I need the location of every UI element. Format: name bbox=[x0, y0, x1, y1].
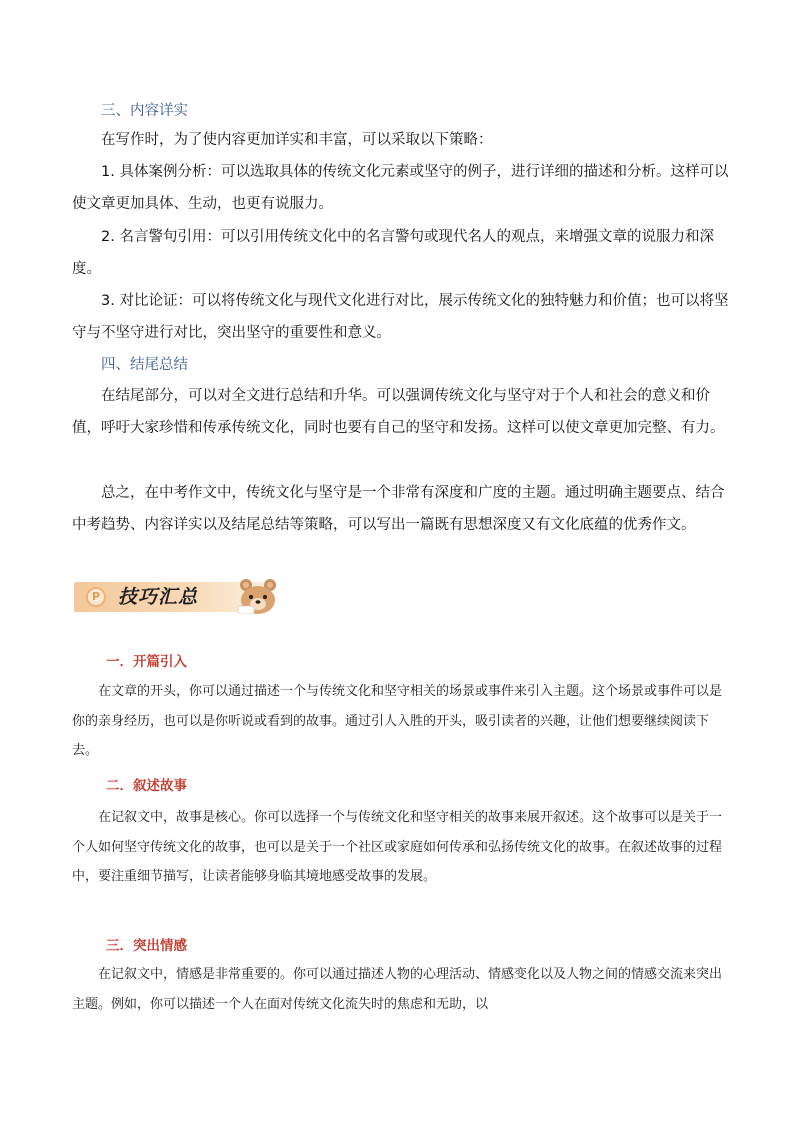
tip-paragraph-narrative: 在记叙文中，故事是核心。你可以选择一个与传统文化和坚守相关的故事来展开叙述。这个故事可以是关于一个人如何坚守传统文化的故事，也可以是关于一个社区或家庭如何传承和弘扬传统文化的故事。在叙述故事的过程中，要注重细节描写，让读者能够身临其境地感受故事的发展。 bbox=[72, 810, 723, 884]
bear-mascot-icon bbox=[234, 576, 282, 614]
tip-heading-opening: 一．开篇引入 bbox=[106, 654, 187, 670]
list-item-case-analysis: 1. 具体案例分析：可以选取具体的传统文化元素或坚守的例子，进行详细的描述和分析。这样可以使文章更加具体、生动，也更有说服力。 bbox=[72, 164, 729, 212]
section-heading-conclusion: 四、结尾总结 bbox=[101, 357, 188, 373]
list-item-quotation: 2. 名言警句引用：可以引用传统文化中的名言警句或现代名人的观点，来增强文章的说服力和深度。 bbox=[72, 229, 714, 277]
tip-heading-narrative: 二．叙述故事 bbox=[106, 778, 187, 794]
tip-heading-emotion: 三．突出情感 bbox=[106, 938, 187, 954]
coin-icon: P bbox=[86, 587, 106, 607]
paragraph-summary: 总之，在中考作文中，传统文化与坚守是一个非常有深度和广度的主题。通过明确主题要点、结合中考趋势、内容详实以及结尾总结等策略，可以写出一篇既有思想深度又有文化底蕴的优秀作文。 bbox=[72, 485, 725, 533]
list-item-contrast: 3. 对比论证：可以将传统文化与现代文化进行对比，展示传统文化的独特魅力和价值；也可以将坚守与不坚守进行对比，突出坚守的重要性和意义。 bbox=[72, 293, 729, 341]
tip-paragraph-emotion: 在记叙文中，情感是非常重要的。你可以通过描述人物的心理活动、情感变化以及人物之间的情感交流来突出主题。例如，你可以描述一个人在面对传统文化流失时的焦虑和无助，以 bbox=[72, 967, 723, 1012]
section-heading-content-detail: 三、内容详实 bbox=[101, 103, 188, 119]
tip-paragraph-opening: 在文章的开头，你可以通过描述一个与传统文化和坚守相关的场景或事件来引入主题。这个场景或事件可以是你的亲身经历，也可以是你听说或看到的故事。通过引人入胜的开头，吸引读者的兴趣，让他们想要继续阅读下去。 bbox=[72, 684, 723, 758]
tips-summary-banner bbox=[74, 576, 282, 614]
paragraph-conclusion: 在结尾部分，可以对全文进行总结和升华。可以强调传统文化与坚守对于个人和社会的意义和价值，呼吁大家珍惜和传承传统文化，同时也要有自己的坚守和发扬。这样可以使文章更加完整、有力。 bbox=[72, 388, 725, 436]
banner-title: 技巧汇总 bbox=[118, 586, 199, 608]
paragraph-strategy-intro: 在写作时，为了使内容更加详实和丰富，可以采取以下策略： bbox=[101, 132, 493, 148]
